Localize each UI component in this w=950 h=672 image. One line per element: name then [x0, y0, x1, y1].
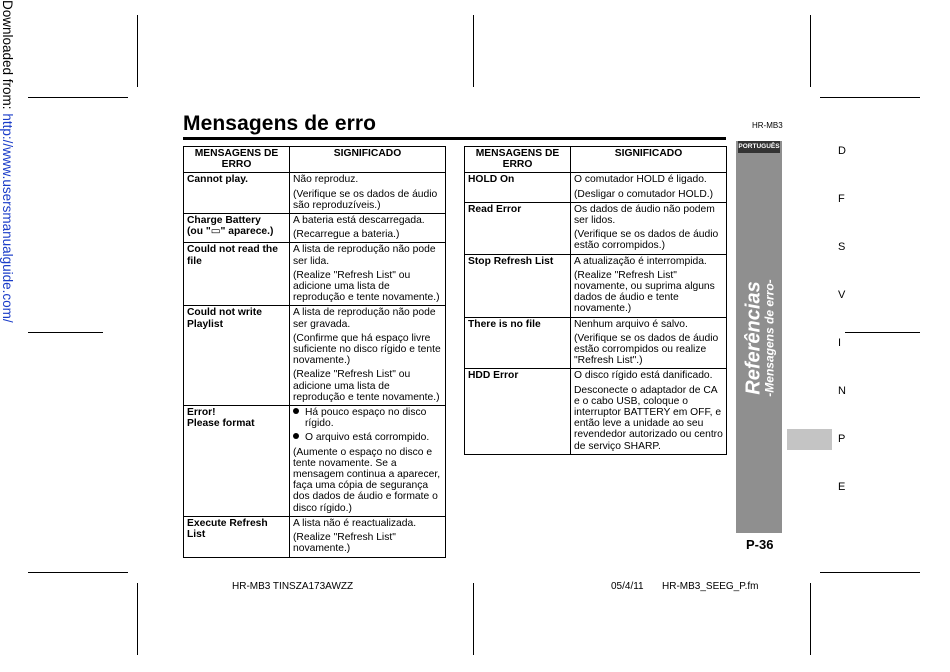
download-source-note [0, 0, 18, 323]
meaning-text: Nenhum arquivo é salvo. [574, 318, 688, 330]
error-message-text: Error! [187, 407, 216, 419]
meaning-text: A lista de reprodução não pode ser gravada. [293, 307, 436, 330]
error-message-text: (ou "▭" aparece.) [187, 226, 274, 238]
meaning-text: (Desligar o comutador HOLD.) [574, 188, 714, 200]
error-meaning-cell [290, 406, 446, 517]
column-header-message: MENSAGENS DE ERRO [184, 147, 290, 173]
table-row [184, 306, 446, 406]
error-meaning-cell [571, 173, 727, 202]
table-row [465, 317, 727, 369]
language-index-item[interactable]: S [838, 241, 846, 253]
meaning-text: A lista de reprodução não pode ser lida. [293, 244, 436, 267]
meaning-text: A bateria está descarregada. [293, 215, 425, 227]
language-index-item[interactable]: F [838, 193, 845, 205]
column-header-meaning: SIGNIFICADO [571, 147, 727, 173]
crop-mark [810, 583, 811, 655]
table-row [184, 214, 446, 243]
error-message-text: HOLD On [468, 174, 515, 186]
crop-mark [28, 332, 103, 333]
error-message-cell [184, 243, 290, 306]
error-message-text: Could not write Playlist [187, 307, 262, 330]
language-index-item[interactable]: V [838, 289, 846, 301]
meaning-text: (Recarregue a bateria.) [293, 229, 400, 241]
bullet-dot-icon [293, 408, 299, 414]
meaning-text: Os dados de áudio não podem ser lidos. [574, 203, 715, 227]
crop-mark [137, 583, 138, 655]
crop-mark [28, 97, 128, 98]
crop-mark [137, 15, 138, 87]
error-message-text: Charge Battery [187, 215, 261, 227]
column-header-message: MENSAGENS DE ERRO [465, 147, 571, 173]
footer-date: 05/4/11 [611, 581, 644, 592]
error-table-right [464, 146, 727, 455]
meaning-text: (Verifique se os dados de áudio são reproduzíveis.) [293, 188, 438, 211]
error-message-text: Please format [187, 418, 255, 430]
error-message-cell [184, 306, 290, 406]
error-message-cell [184, 406, 290, 517]
meaning-text: (Aumente o espaço no disco e tente novamente. Se a mensagem continua a aparecer, faça uma cópia de segurança dos dados de áudio e formate o disco rígido.) [293, 446, 441, 514]
section-subheading: -Mensagens de erro- [762, 279, 777, 397]
meaning-text: (Realize "Refresh List" novamente.) [293, 532, 396, 555]
crop-mark [28, 572, 128, 573]
bullet-item [293, 407, 442, 429]
error-message-text: There is no file [468, 318, 541, 330]
error-message-text: HDD Error [468, 370, 519, 382]
error-message-cell [465, 254, 571, 317]
crop-mark [473, 15, 474, 87]
download-link[interactable]: http://www.usersmanualguide.com/ [0, 113, 15, 323]
download-prefix: Downloaded from: [0, 0, 15, 114]
error-table-left [183, 146, 446, 558]
meaning-text: O disco rígido está danificado. [574, 370, 713, 382]
error-message-text: Read Error [468, 203, 522, 215]
language-index-item[interactable]: D [838, 145, 846, 157]
meaning-text: Desconecte o adaptador de CA e o cabo USB, coloque o interruptor BATTERY em OFF, e então leve a unidade ao seu revendedor autorizado ou centro de serviço SHARP. [574, 384, 723, 452]
crop-mark [845, 332, 920, 333]
crop-mark [473, 583, 474, 655]
meaning-text: (Verifique se os dados de áudio estão corrompidos ou realize "Refresh List".) [574, 332, 719, 367]
table-row [465, 369, 727, 454]
error-meaning-cell [571, 202, 727, 254]
language-index-item[interactable]: N [838, 385, 846, 397]
error-meaning-cell [290, 243, 446, 306]
error-message-cell [184, 173, 290, 214]
error-message-text: Stop Refresh List [468, 255, 554, 267]
language-index-highlight [787, 429, 832, 450]
error-message-text: Execute Refresh List [187, 517, 268, 541]
model-label: HR-MB3 [752, 121, 783, 130]
error-message-cell [184, 214, 290, 243]
meaning-text: A atualização é interrompida. [574, 255, 707, 267]
crop-mark [810, 15, 811, 87]
language-index-item[interactable]: E [838, 481, 846, 493]
meaning-text: (Confirme que há espaço livre suficiente no disco rígido e tente novamente.) [293, 332, 441, 367]
meaning-text: (Realize "Refresh List" novamente, ou suprima alguns dados de áudio e tente novamente.) [574, 269, 715, 315]
meaning-text: (Realize "Refresh List" ou adicione uma lista de reprodução e tente novamente.) [293, 369, 440, 403]
table-row [184, 243, 446, 306]
error-message-text: Could not read the file [187, 244, 278, 267]
table-row [465, 254, 727, 317]
footer-document-code: HR-MB3 TINSZA173AWZZ [232, 581, 354, 592]
error-message-cell [465, 369, 571, 454]
page-number: P-36 [746, 537, 774, 552]
table-row [465, 202, 727, 254]
error-message-text: Cannot play. [187, 174, 249, 186]
bullet-text: Há pouco espaço no disco rígido. [305, 407, 427, 430]
meaning-text: A lista não é reactualizada. [293, 517, 417, 529]
section-heading: Referências [742, 281, 765, 395]
title-rule [183, 137, 726, 140]
bullet-dot-icon [293, 433, 299, 439]
error-meaning-cell [290, 173, 446, 214]
meaning-text: (Realize "Refresh List" ou adicione uma lista de reprodução e tente novamente.) [293, 269, 440, 304]
table-row [465, 173, 727, 202]
language-index-item[interactable]: I [838, 337, 842, 349]
error-meaning-cell [571, 369, 727, 454]
table-row [184, 516, 446, 557]
bullet-item [293, 432, 442, 443]
page-title: Mensagens de erro [183, 112, 377, 135]
error-meaning-cell [290, 306, 446, 406]
language-index-item[interactable]: P [838, 433, 846, 445]
error-message-cell [465, 173, 571, 202]
error-meaning-cell [571, 317, 727, 369]
table-row [184, 173, 446, 214]
language-tag: PORTUGUÊS [738, 141, 780, 153]
table-row [184, 406, 446, 517]
meaning-text: (Verifique se os dados de áudio estão corrompidos.) [574, 229, 719, 252]
error-meaning-cell [290, 516, 446, 557]
meaning-text: O comutador HOLD é ligado. [574, 174, 707, 186]
bullet-text: O arquivo está corrompido. [305, 432, 430, 444]
crop-mark [820, 572, 920, 573]
error-meaning-cell [290, 214, 446, 243]
footer-filename: HR-MB3_SEEG_P.fm [662, 581, 759, 592]
column-header-meaning: SIGNIFICADO [290, 147, 446, 173]
meaning-text: Não reproduz. [293, 174, 359, 186]
error-message-cell [184, 516, 290, 557]
error-message-cell [465, 202, 571, 254]
error-message-cell [465, 317, 571, 369]
error-meaning-cell [571, 254, 727, 317]
crop-mark [820, 97, 920, 98]
